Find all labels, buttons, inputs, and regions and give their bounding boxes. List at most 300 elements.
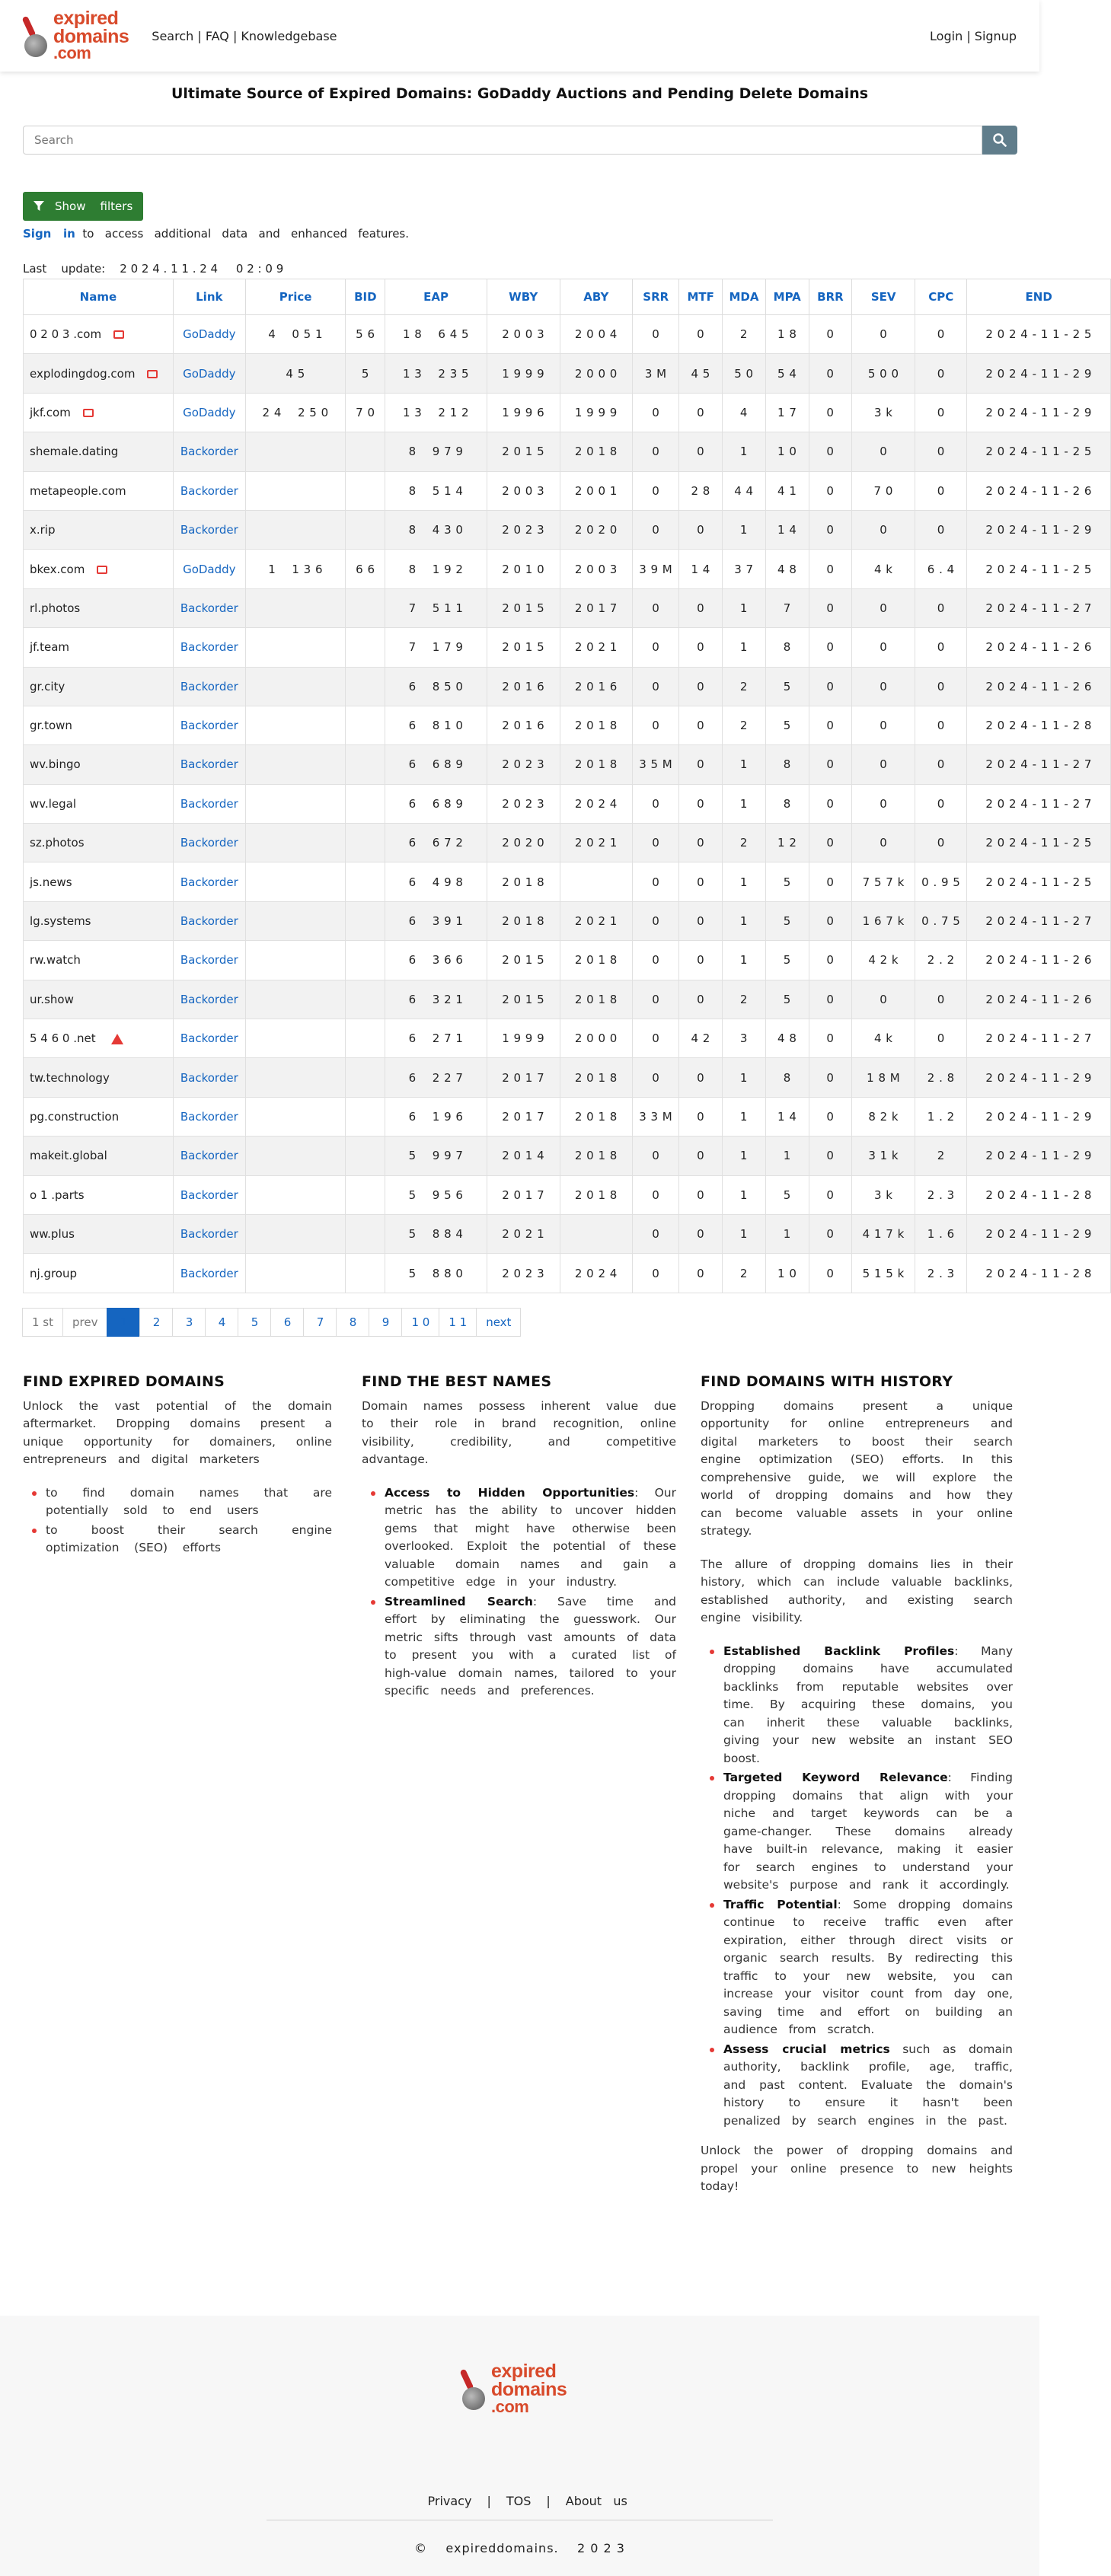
domain-name[interactable]: pg.construction [30,1110,120,1124]
bid-cell [346,784,385,823]
info-paragraph: Domain names possess inherent value due to their role in brand recognition, online visibility, credibility, and competitive advantage. [362,1398,688,1466]
mda-cell: 1 [723,941,766,980]
table-row [24,1097,1111,1136]
mda-cell: 5 0 [723,354,766,393]
mtf-cell: 0 [679,941,723,980]
link-cell [173,1254,245,1293]
column-header-end[interactable]: END [967,279,1111,315]
page-next[interactable]: next [476,1308,521,1337]
wby-cell: 2 0 1 7 [487,1175,560,1214]
list-item-bold: Access to Hidden Opportunities [385,1485,635,1500]
sev-cell: 0 [852,824,915,862]
domain-name[interactable]: lg.systems [30,914,91,929]
brr-cell: 0 [809,784,852,823]
table-row [24,1175,1111,1214]
mtf-cell: 0 [679,745,723,784]
mpa-cell: 1 7 [765,393,809,432]
wby-cell: 2 0 1 8 [487,901,560,940]
godaddy-link[interactable]: GoDaddy [183,366,236,381]
sev-cell: 4 2 k [852,941,915,980]
mpa-cell: 8 [765,628,809,667]
brr-cell: 0 [809,706,852,744]
domain-name[interactable]: shemale.dating [30,445,119,459]
page-first[interactable]: 1 st [22,1308,63,1337]
backorder-link[interactable]: Backorder [180,875,238,889]
domain-name[interactable]: rl.photos [30,601,81,615]
backorder-link[interactable]: Backorder [180,836,238,850]
sev-cell: 0 [852,628,915,667]
image-preview-icon[interactable] [147,370,158,378]
end-cell: 2 0 2 4 - 1 1 - 2 9 [967,1137,1111,1175]
backorder-link[interactable]: Backorder [180,601,238,615]
domain-cell [24,706,174,744]
mpa-cell: 1 4 [765,510,809,549]
aby-cell: 2 0 0 0 [560,354,633,393]
price-cell: 2 4 2 5 0 [245,393,346,432]
mda-cell: 2 [723,706,766,744]
search-input[interactable] [23,126,982,155]
info-paragraph: The allure of dropping domains lies in their history, which can include valuable backlinks, established authority, and existing search engine visibility. [701,1557,1024,1624]
wby-cell: 2 0 1 5 [487,941,560,980]
backorder-link[interactable]: Backorder [180,1031,238,1046]
bid-cell: 5 [346,354,385,393]
cpc-cell: 0 [915,432,967,471]
signup-link[interactable]: Signup [974,28,1017,43]
list-item-bold: Established Backlink Profiles [723,1643,955,1658]
wby-cell: 1 9 9 6 [487,393,560,432]
column-header-mtf[interactable]: MTF [679,279,723,315]
godaddy-link[interactable]: GoDaddy [183,327,236,342]
domain-name[interactable]: wv.bingo [30,757,81,772]
nav-search-link[interactable]: Search [152,28,194,43]
backorder-link[interactable]: Backorder [180,1110,238,1124]
search-button[interactable] [982,126,1017,155]
link-cell [173,1058,245,1097]
page-link[interactable]: 3 [172,1308,206,1337]
mda-cell: 1 [723,784,766,823]
brr-cell: 0 [809,432,852,471]
end-cell: 2 0 2 4 - 1 1 - 2 7 [967,588,1111,627]
info-title: FIND THE BEST NAMES [362,1373,552,1390]
sev-cell: 0 [852,510,915,549]
mpa-cell: 1 8 [765,315,809,354]
column-header-mda[interactable]: MDA [723,279,766,315]
site-logo[interactable] [23,7,129,63]
sev-cell: 1 6 7 k [852,901,915,940]
bid-cell [346,1214,385,1253]
eap-cell: 8 4 3 0 [385,510,487,549]
tos-link[interactable]: TOS [506,2494,532,2508]
column-header-bid[interactable]: BID [346,279,385,315]
srr-cell: 0 [633,510,679,549]
list-item: to boost their search engine optimization (SEO) efforts [46,1522,332,1557]
search-icon [993,133,1007,147]
column-header-eap[interactable]: EAP [385,279,487,315]
list-item-text: : Our metric has the ability to uncover hidden gems that might have otherwise been overlooked. Exploit the potential of these valuable domain names and gain a competitive edge in your industry. [385,1485,688,1589]
backorder-link[interactable]: Backorder [180,1227,238,1242]
mpa-cell: 5 [765,901,809,940]
domain-cell [24,901,174,940]
srr-cell: 0 [633,1019,679,1058]
table-row [24,588,1111,627]
column-header-price[interactable]: Price [245,279,346,315]
end-cell: 2 0 2 4 - 1 1 - 2 9 [967,354,1111,393]
domain-cell [24,393,174,432]
mpa-cell: 8 [765,784,809,823]
domain-name[interactable]: jf.team [30,640,70,655]
privacy-link[interactable]: Privacy [427,2494,472,2508]
backorder-link[interactable]: Backorder [180,796,238,811]
domain-name[interactable]: wv.legal [30,796,77,811]
column-header-name[interactable]: Name [24,279,174,315]
nav-separator: | [232,28,238,43]
domain-cell [24,550,174,588]
mda-cell: 1 [723,745,766,784]
domain-name[interactable]: tw.technology [30,1070,110,1085]
cpc-cell: 0 [915,706,967,744]
aby-cell: 2 0 2 4 [560,1254,633,1293]
domain-cell [24,862,174,901]
end-cell: 2 0 2 4 - 1 1 - 2 7 [967,1019,1111,1058]
price-cell [245,471,346,510]
price-cell: 4 5 [245,354,346,393]
price-cell [245,1254,346,1293]
column-header-link[interactable]: Link [173,279,245,315]
sev-cell: 7 0 [852,471,915,510]
backorder-link[interactable]: Backorder [180,640,238,655]
mda-cell: 2 [723,315,766,354]
domain-name[interactable]: o 1 .parts [30,1188,85,1202]
wby-cell: 2 0 1 6 [487,667,560,706]
eap-cell: 6 6 8 9 [385,784,487,823]
price-cell [245,1019,346,1058]
domain-name[interactable]: rw.watch [30,953,81,968]
backorder-link[interactable]: Backorder [180,719,238,733]
cpc-cell: 1 . 2 [915,1097,967,1136]
backorder-link[interactable]: Backorder [180,757,238,772]
backorder-link[interactable]: Backorder [180,992,238,1006]
mpa-cell: 5 [765,667,809,706]
price-cell [245,862,346,901]
link-cell [173,1214,245,1253]
link-cell [173,1137,245,1175]
godaddy-link[interactable]: GoDaddy [183,562,236,576]
domain-name[interactable]: ww.plus [30,1227,75,1242]
end-cell: 2 0 2 4 - 1 1 - 2 8 [967,1254,1111,1293]
domain-name[interactable]: gr.city [30,679,65,693]
page-link[interactable]: 1 1 [439,1308,477,1337]
sev-cell: 4 1 7 k [852,1214,915,1253]
mda-cell: 3 [723,1019,766,1058]
page-link[interactable]: 4 [205,1308,238,1337]
end-cell: 2 0 2 4 - 1 1 - 2 5 [967,550,1111,588]
price-cell [245,667,346,706]
cpc-cell: 0 [915,393,967,432]
link-cell [173,432,245,471]
table-row [24,745,1111,784]
bid-cell [346,824,385,862]
backorder-link[interactable]: Backorder [180,1188,238,1202]
srr-cell: 0 [633,784,679,823]
sev-cell: 0 [852,980,915,1019]
domain-name[interactable]: jkf.com [30,405,71,419]
domain-name[interactable]: 5 4 6 0 .net [30,1031,96,1046]
cpc-cell: 2 . 8 [915,1058,967,1097]
domain-name[interactable]: metapeople.com [30,483,126,498]
footer-links [0,2479,1039,2523]
aby-cell: 2 0 0 1 [560,471,633,510]
column-header-srr[interactable]: SRR [633,279,679,315]
godaddy-link[interactable]: GoDaddy [183,405,236,419]
image-preview-icon[interactable] [97,566,107,574]
price-cell [245,510,346,549]
backorder-link[interactable]: Backorder [180,523,238,537]
price-cell [245,588,346,627]
domain-cell [24,1214,174,1253]
table-header-row [24,279,1111,315]
end-cell: 2 0 2 4 - 1 1 - 2 6 [967,628,1111,667]
link-cell [173,471,245,510]
list-item-text: : Finding dropping domains that align with your niche and target keywords can be a game-changer. These domains already have built-in relevance, making it easier for search engines to understand your website's purpose and rank it accordingly. [723,1771,1024,1892]
price-cell [245,628,346,667]
aby-cell: 1 9 9 9 [560,393,633,432]
end-cell: 2 0 2 4 - 1 1 - 2 5 [967,315,1111,354]
end-cell: 2 0 2 4 - 1 1 - 2 6 [967,667,1111,706]
mpa-cell: 8 [765,1058,809,1097]
brr-cell: 0 [809,588,852,627]
backorder-link[interactable]: Backorder [180,1266,238,1280]
domain-name[interactable]: explodingdog.com [30,366,136,381]
show-filters-button[interactable] [23,192,143,221]
mda-cell: 1 [723,628,766,667]
nav-faq-link[interactable]: FAQ [205,28,229,43]
domain-cell [24,1097,174,1136]
srr-cell: 0 [633,1214,679,1253]
bid-cell: 7 0 [346,393,385,432]
page-prev[interactable]: prev [62,1308,107,1337]
aby-cell: 2 0 0 0 [560,1019,633,1058]
about-link[interactable]: About us [565,2494,627,2508]
mpa-cell: 1 4 [765,1097,809,1136]
brr-cell: 0 [809,941,852,980]
domain-cell [24,1254,174,1293]
end-cell: 2 0 2 4 - 1 1 - 2 5 [967,432,1111,471]
brr-cell: 0 [809,315,852,354]
bid-cell [346,745,385,784]
table-row [24,980,1111,1019]
wby-cell: 2 0 2 3 [487,784,560,823]
mda-cell: 2 [723,1254,766,1293]
brr-cell: 0 [809,393,852,432]
backorder-link[interactable]: Backorder [180,953,238,968]
mtf-cell: 0 [679,1175,723,1214]
sev-cell: 0 [852,315,915,354]
srr-cell: 0 [633,628,679,667]
column-header-wby[interactable]: WBY [487,279,560,315]
sev-cell: 4 k [852,550,915,588]
wby-cell: 2 0 1 7 [487,1097,560,1136]
footer-logo[interactable] [461,2363,567,2415]
mpa-cell: 5 [765,941,809,980]
info-list [701,1643,1024,2131]
site-footer [0,2316,1039,2576]
table-row [24,354,1111,393]
domain-name[interactable]: 0 2 0 3 .com [30,327,102,342]
logo-line3: .com [491,2396,529,2416]
column-header-sev[interactable]: SEV [852,279,915,315]
cpc-cell: 6 . 4 [915,550,967,588]
aby-cell: 2 0 0 4 [560,315,633,354]
domain-name[interactable]: bkex.com [30,562,85,576]
mtf-cell: 2 8 [679,471,723,510]
page-link[interactable]: 6 [270,1308,304,1337]
table-row [24,824,1111,862]
mda-cell: 4 4 [723,471,766,510]
domain-name[interactable]: js.news [30,875,72,889]
sev-cell: 0 [852,432,915,471]
eap-cell: 6 3 6 6 [385,941,487,980]
backorder-link[interactable]: Backorder [180,483,238,498]
price-cell [245,1175,346,1214]
end-cell: 2 0 2 4 - 1 1 - 2 9 [967,393,1111,432]
brr-cell: 0 [809,1058,852,1097]
mpa-cell: 4 8 [765,1019,809,1058]
mda-cell: 4 [723,393,766,432]
brr-cell: 0 [809,1097,852,1136]
eap-cell: 6 6 8 9 [385,745,487,784]
image-preview-icon[interactable] [113,330,124,339]
list-item-text: : Save time and effort by eliminating the guesswork. Our metric sifts through vast amounts of data to present you with a curated list of high-value domain names, tailored to your specific needs and preferences. [385,1594,688,1698]
domain-cell [24,1058,174,1097]
cpc-cell: 1 . 6 [915,1214,967,1253]
bid-cell [346,901,385,940]
eap-cell: 6 3 2 1 [385,980,487,1019]
mtf-cell: 0 [679,510,723,549]
wby-cell: 2 0 1 5 [487,980,560,1019]
bid-cell [346,862,385,901]
info-paragraph: Dropping domains present a unique opportunity for online entrepreneurs and digital marketers to boost their search engine optimization (SEO) efforts. In this comprehensive guide, we will explore the world of dropping domains and how they can become valuable assets in your online strategy. [701,1398,1024,1538]
backorder-link[interactable]: Backorder [180,679,238,693]
list-item [385,1593,688,1701]
eap-cell: 5 8 8 4 [385,1214,487,1253]
end-cell: 2 0 2 4 - 1 1 - 2 9 [967,1058,1111,1097]
logo-globe-icon [23,14,49,57]
list-item [385,1484,688,1592]
wby-cell: 1 9 9 9 [487,1019,560,1058]
domain-name[interactable]: gr.town [30,719,72,733]
domain-cell [24,354,174,393]
domain-name[interactable]: nj.group [30,1266,78,1280]
login-link[interactable]: Login [930,28,963,43]
page-link[interactable]: 9 [369,1308,402,1337]
mda-cell: 1 [723,1058,766,1097]
sev-cell: 7 5 7 k [852,862,915,901]
footer-separator: | [546,2494,551,2508]
domain-cell [24,510,174,549]
srr-cell: 3 9 M [633,550,679,588]
end-cell: 2 0 2 4 - 1 1 - 2 6 [967,980,1111,1019]
table-row [24,628,1111,667]
link-cell [173,824,245,862]
aby-cell [560,862,633,901]
table-row [24,941,1111,980]
eap-cell: 1 3 2 3 5 [385,354,487,393]
sev-cell: 0 [852,706,915,744]
page-link[interactable]: 1 0 [401,1308,439,1337]
column-header-mpa[interactable]: MPA [765,279,809,315]
column-header-brr[interactable]: BRR [809,279,852,315]
bid-cell [346,1137,385,1175]
page-current[interactable]: 1 [107,1308,140,1337]
domain-name[interactable]: makeit.global [30,1149,107,1163]
column-header-aby[interactable]: ABY [560,279,633,315]
brr-cell: 0 [809,354,852,393]
cpc-cell: 0 [915,745,967,784]
search-bar [23,126,1017,155]
sev-cell: 4 k [852,1019,915,1058]
mda-cell: 1 [723,1175,766,1214]
bid-cell [346,510,385,549]
mtf-cell: 0 [679,1214,723,1253]
signin-link[interactable]: Sign in [23,227,75,241]
eap-cell: 7 1 7 9 [385,628,487,667]
page-link[interactable]: 5 [238,1308,271,1337]
image-preview-icon[interactable] [83,409,94,417]
bid-cell [346,432,385,471]
brr-cell: 0 [809,471,852,510]
mpa-cell: 4 8 [765,550,809,588]
page-link[interactable]: 7 [303,1308,337,1337]
sev-cell: 3 k [852,393,915,432]
backorder-link[interactable]: Backorder [180,1070,238,1085]
cpc-cell: 0 [915,315,967,354]
column-header-cpc[interactable]: CPC [915,279,967,315]
end-cell: 2 0 2 4 - 1 1 - 2 7 [967,745,1111,784]
domain-cell [24,1019,174,1058]
list-item-text: : Many dropping domains have accumulated backlinks from reputable websites over time. By acquiring these domains, you can inherit these valuable backlinks, giving your new website an instant SEO boost. [723,1643,1024,1765]
domain-name[interactable]: sz.photos [30,836,85,850]
end-cell: 2 0 2 4 - 1 1 - 2 8 [967,706,1111,744]
domain-cell [24,980,174,1019]
page-link[interactable]: 8 [336,1308,369,1337]
domain-name[interactable]: ur.show [30,992,74,1006]
info-list [362,1484,688,1701]
logo-line2: domains [491,2378,567,2400]
end-cell: 2 0 2 4 - 1 1 - 2 7 [967,784,1111,823]
srr-cell: 0 [633,432,679,471]
signin-text: to access additional data and enhanced features. [82,227,410,241]
brr-cell: 0 [809,1214,852,1253]
backorder-link[interactable]: Backorder [180,445,238,459]
domain-name[interactable]: x.rip [30,523,56,537]
logo-line2: domains [53,25,129,47]
cpc-cell: 2 . 3 [915,1175,967,1214]
page-link[interactable]: 2 [139,1308,173,1337]
price-cell [245,1058,346,1097]
domain-cell [24,628,174,667]
nav-knowledgebase-link[interactable]: Knowledgebase [241,28,337,43]
domain-cell [24,432,174,471]
backorder-link[interactable]: Backorder [180,914,238,929]
link-cell [173,745,245,784]
backorder-link[interactable]: Backorder [180,1149,238,1163]
mda-cell: 1 [723,1214,766,1253]
eap-cell: 1 8 6 4 5 [385,315,487,354]
wby-cell: 2 0 0 3 [487,315,560,354]
table-row [24,1019,1111,1058]
aby-cell: 2 0 1 8 [560,745,633,784]
cpc-cell: 0 [915,354,967,393]
